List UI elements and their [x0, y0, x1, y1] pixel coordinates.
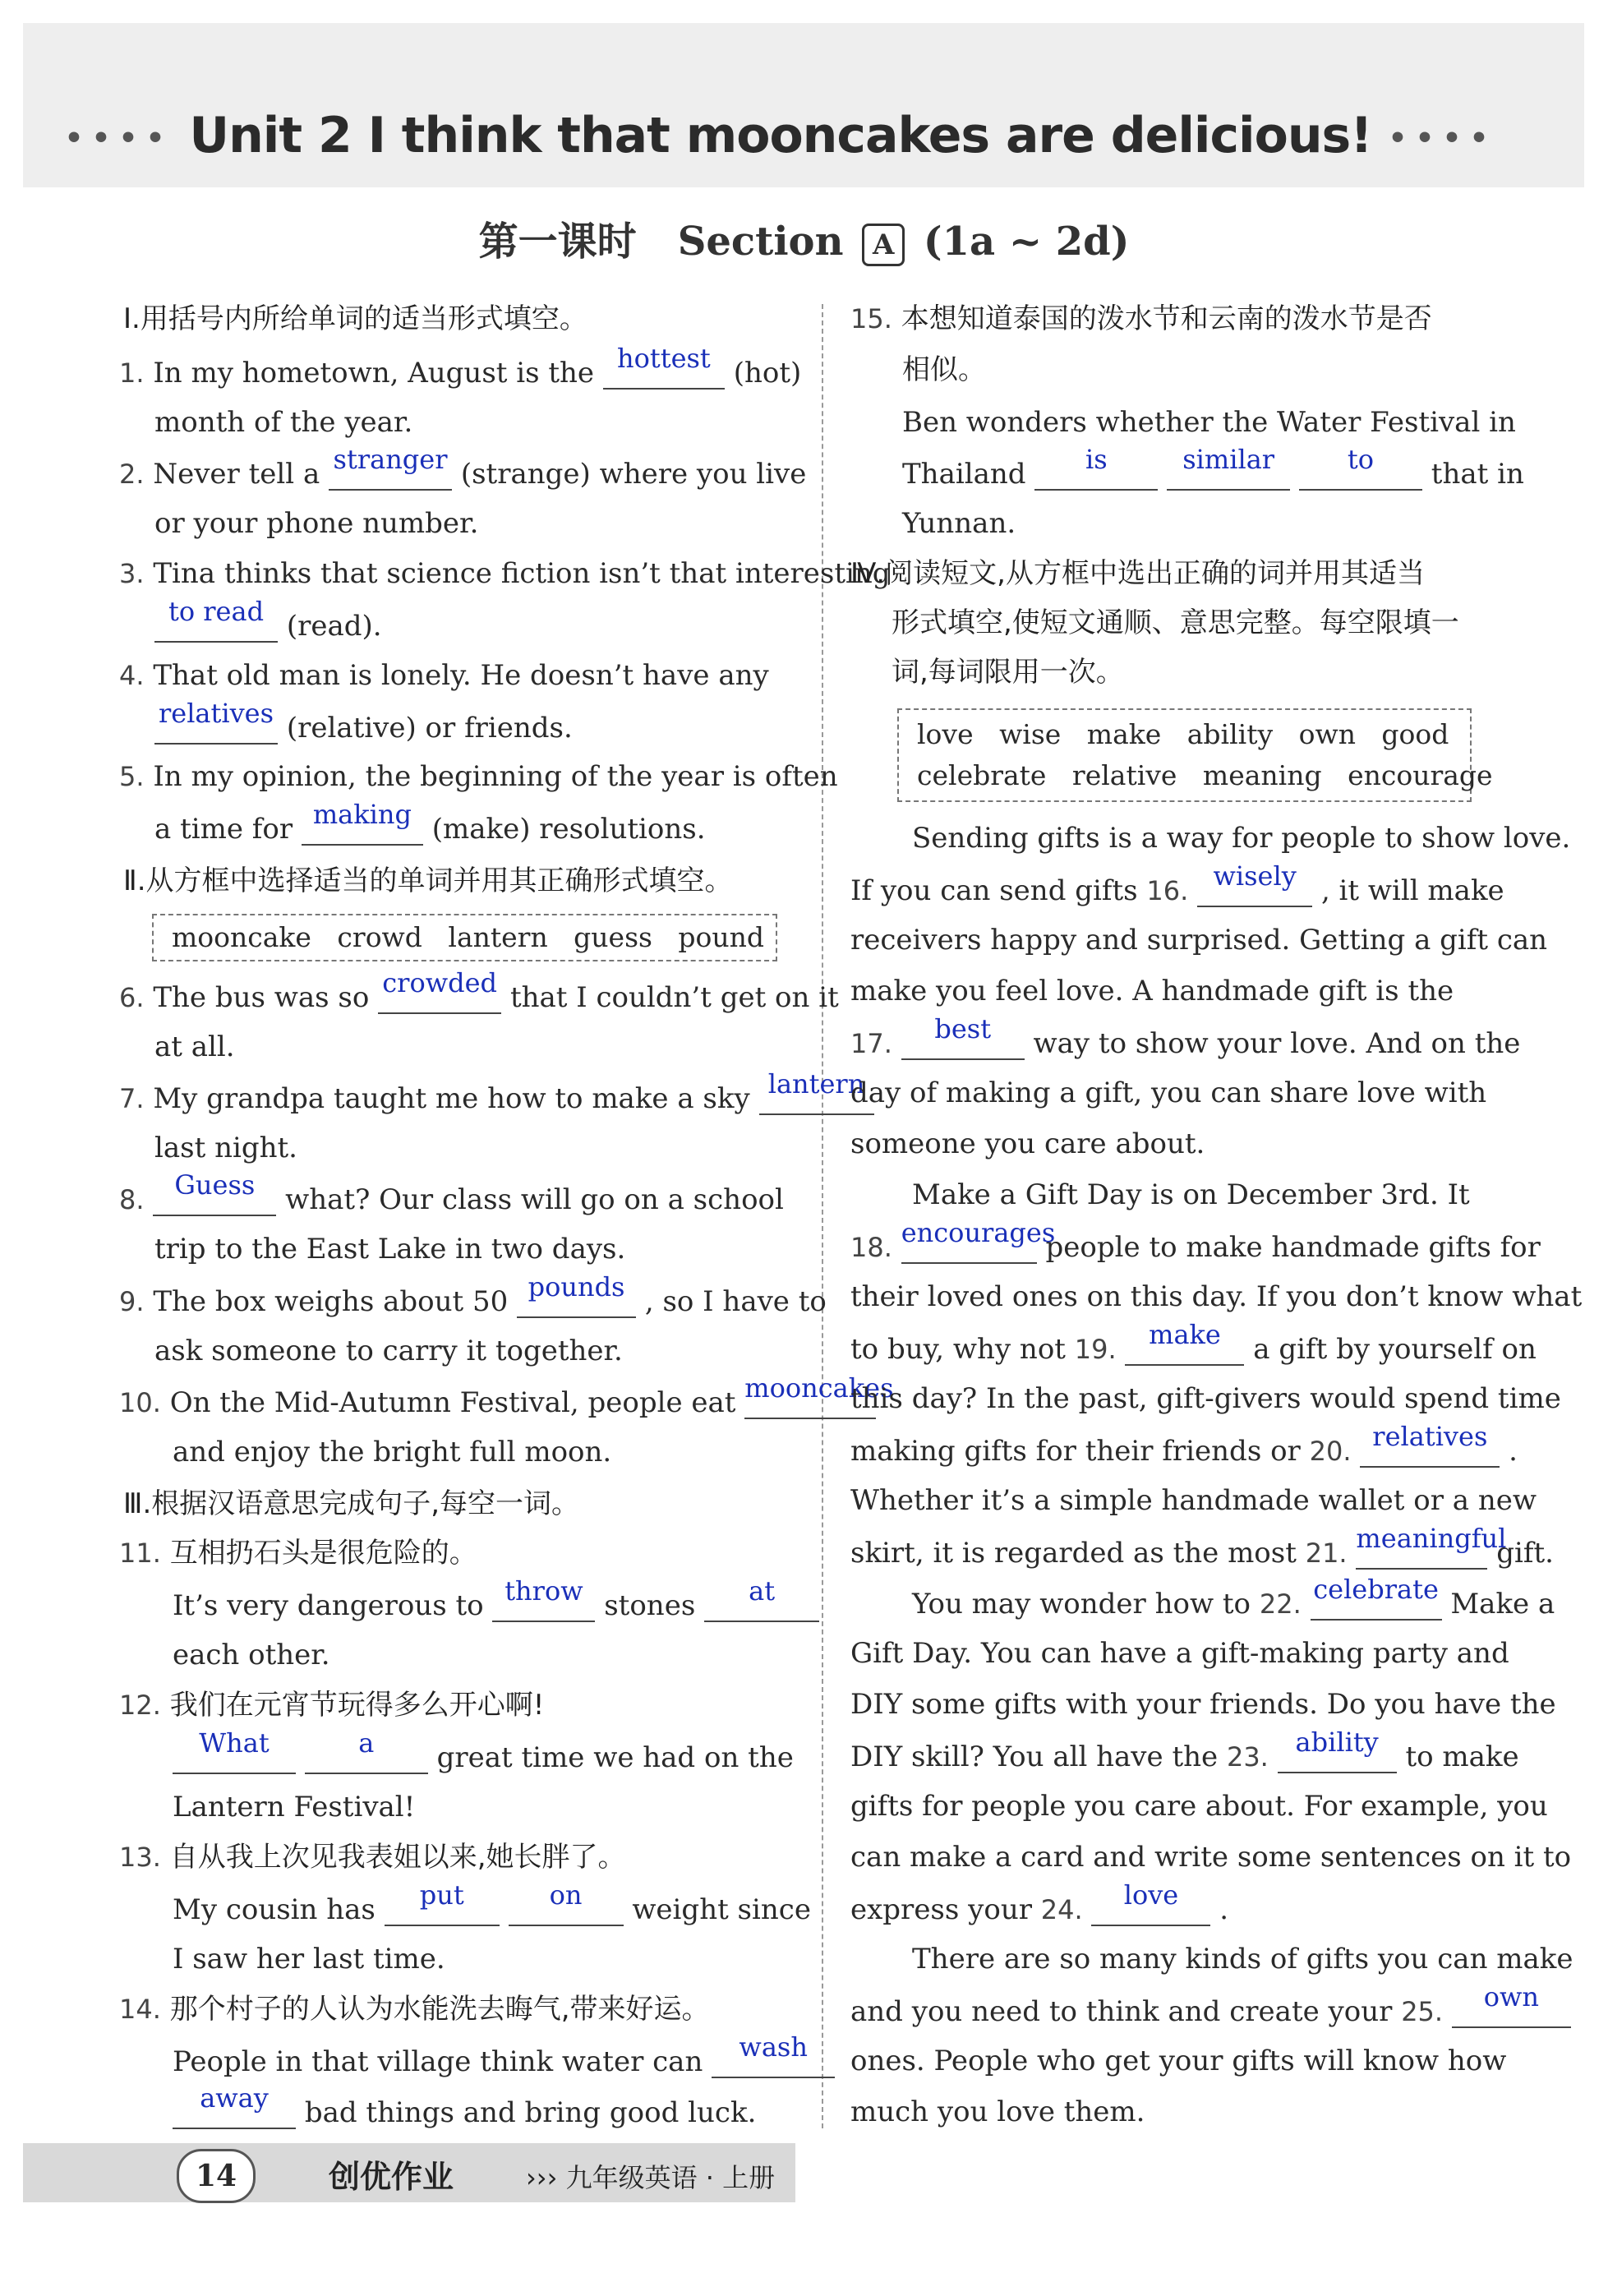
answer-blank-12a[interactable]: What: [173, 1740, 296, 1774]
answer-blank-16[interactable]: wisely: [1197, 873, 1312, 907]
passage-line-2: If you can send gifts 16. wisely , it will make: [850, 860, 1504, 907]
passage-line-3: receivers happy and surprised. Getting a gift can: [850, 924, 1548, 957]
question-2-cont: or your phone number.: [154, 507, 479, 540]
answer-blank-12b[interactable]: a: [305, 1740, 428, 1774]
part4-heading-2: 形式填空,使短文通顺、意思完整。每空限填一: [892, 606, 1459, 639]
question-15-cn: 15. 本想知道泰国的泼水节和云南的泼水节是否: [850, 302, 1432, 335]
arrows-icon: ›››: [526, 2162, 558, 2193]
question-15: Ben wonders whether the Water Festival in: [902, 406, 1516, 439]
question-15-blanks: Thailand is similar to that in: [902, 444, 1524, 491]
answer-blank-4[interactable]: relatives: [154, 710, 278, 745]
decor-dots-left: ••••: [64, 121, 173, 155]
question-2: 2. Never tell a stranger (strange) where you live: [119, 444, 807, 491]
word-box-4-row2: celebrate relative meaning encourage: [917, 759, 1493, 791]
passage-line-17: Gift Day. You can have a gift-making party and: [850, 1637, 1509, 1670]
passage-line-14: Whether it’s a simple handmade wallet or a new: [850, 1484, 1537, 1517]
question-11: It’s very dangerous to throw stones at: [173, 1588, 819, 1622]
passage-line-26: much you love them.: [850, 2095, 1145, 2128]
answer-blank-14b[interactable]: away: [173, 2095, 296, 2129]
passage-line-13: making gifts for their friends or 20. relatives .: [850, 1421, 1518, 1468]
answer-blank-14a[interactable]: wash: [712, 2044, 835, 2078]
question-7: 7. My grandpa taught me how to make a sky lantern: [119, 1081, 874, 1115]
question-5-cont: a time for making (make) resolutions.: [154, 799, 706, 846]
answer-blank-19[interactable]: make: [1125, 1331, 1244, 1366]
decor-dots-right: ••••: [1388, 121, 1497, 155]
passage-line-19: DIY skill? You all have the 23. ability to make: [850, 1727, 1519, 1773]
answer-blank-10[interactable]: mooncakes: [744, 1385, 876, 1419]
answer-blank-11b[interactable]: at: [704, 1588, 819, 1622]
answer-blank-20[interactable]: relatives: [1360, 1433, 1500, 1468]
passage-line-6: day of making a gift, you can share love with: [850, 1077, 1487, 1109]
question-3-cont: to read (read).: [154, 608, 382, 643]
question-1-cont: month of the year.: [154, 406, 413, 439]
question-13-cn: 13. 自从我上次见我表姐以来,她长胖了。: [119, 1841, 626, 1874]
answer-blank-24[interactable]: love: [1091, 1892, 1210, 1926]
part4-heading-1: Ⅳ.阅读短文,从方框中选出正确的词并用其适当: [850, 557, 1425, 590]
answer-blank-15c[interactable]: to: [1299, 456, 1422, 491]
page-number: 14: [177, 2149, 256, 2203]
part3-heading: Ⅲ.根据汉语意思完成句子,每空一词。: [123, 1487, 580, 1520]
passage-line-24: and you need to think and create your 25. own: [850, 1994, 1571, 2028]
question-12-cn: 12. 我们在元宵节玩得多么开心啊!: [119, 1689, 545, 1722]
section-letter-badge: A: [862, 224, 905, 266]
answer-blank-25[interactable]: own: [1452, 1994, 1571, 2028]
unit-title: •••• Unit 2 I think that mooncakes are delicious! ••••: [64, 107, 1497, 164]
question-7-cont: last night.: [154, 1132, 297, 1164]
question-9-cont: ask someone to carry it together.: [154, 1335, 623, 1367]
footer-grade: ››› 九年级英语 · 上册: [526, 2162, 776, 2193]
part2-heading: Ⅱ.从方框中选择适当的单词并用其正确形式填空。: [123, 864, 733, 897]
passage-line-9: 18. encourages people to make handmade gifts for: [850, 1217, 1541, 1264]
answer-blank-15b[interactable]: similar: [1167, 456, 1290, 491]
answer-blank-23[interactable]: ability: [1278, 1739, 1397, 1773]
question-8-cont: trip to the East Lake in two days.: [154, 1233, 626, 1266]
passage-line-23: There are so many kinds of gifts you can make: [912, 1943, 1573, 1976]
passage-line-15: skirt, it is regarded as the most 21. meaningful gift.: [850, 1523, 1554, 1570]
answer-blank-8[interactable]: Guess: [153, 1182, 276, 1216]
question-4: 4. That old man is lonely. He doesn’t have any: [119, 659, 769, 692]
question-14-cont: away bad things and bring good luck.: [173, 2095, 756, 2129]
question-12: What a great time we had on the: [173, 1740, 794, 1774]
question-13-cont: I saw her last time.: [173, 1943, 445, 1976]
question-15-cont: Yunnan.: [902, 507, 1016, 540]
answer-blank-21[interactable]: meaningful: [1356, 1535, 1487, 1570]
passage-line-20: gifts for people you care about. For example, you: [850, 1790, 1548, 1823]
question-8: 8. Guess what? Our class will go on a school: [119, 1169, 784, 1216]
question-1: 1. In my hometown, August is the hottest (hot): [119, 343, 802, 390]
answer-blank-9[interactable]: pounds: [517, 1284, 636, 1318]
question-3: 3. Tina thinks that science fiction isn’t that interesting: [119, 557, 891, 590]
passage-line-5: 17. best way to show your love. And on the: [850, 1013, 1521, 1060]
answer-blank-13a[interactable]: put: [385, 1892, 500, 1926]
question-5: 5. In my opinion, the beginning of the year is often: [119, 760, 838, 793]
passage-line-25: ones. People who get your gifts will know how: [850, 2045, 1507, 2077]
question-14: People in that village think water can wash: [173, 2044, 835, 2078]
question-10: 10. On the Mid-Autumn Festival, people eat mooncakes: [119, 1372, 894, 1419]
question-12-cont: Lantern Festival!: [173, 1791, 416, 1823]
lesson-subtitle: 第一课时 Section A (1a ~ 2d): [478, 219, 1130, 265]
passage-line-12: this day? In the past, gift-givers would spend time: [850, 1382, 1561, 1415]
passage-line-4: make you feel love. A handmade gift is the: [850, 975, 1454, 1007]
word-box-4: [897, 708, 1493, 802]
answer-blank-11a[interactable]: throw: [492, 1588, 595, 1622]
answer-blank-22[interactable]: celebrate: [1311, 1586, 1442, 1621]
word-box-2: mooncake crowd lantern guess pound: [152, 914, 777, 961]
answer-blank-6[interactable]: crowded: [378, 980, 501, 1014]
answer-blank-18[interactable]: encourages: [901, 1229, 1037, 1264]
passage-line-11: to buy, why not 19. make a gift by yourself on: [850, 1319, 1537, 1366]
part4-heading-3: 词,每词限用一次。: [892, 656, 1124, 689]
question-6: 6. The bus was so crowded that I couldn’t get on it: [119, 967, 839, 1014]
passage-line-22: express your 24. love .: [850, 1879, 1229, 1926]
answer-blank-13b[interactable]: on: [509, 1892, 624, 1926]
answer-blank-2[interactable]: stranger: [329, 456, 452, 491]
question-15-cn-cont: 相似。: [902, 353, 986, 386]
question-10-cont: and enjoy the bright full moon.: [173, 1436, 612, 1468]
part1-heading: Ⅰ.用括号内所给单词的适当形式填空。: [123, 302, 587, 335]
question-11-cn: 11. 互相扔石头是很危险的。: [119, 1537, 477, 1570]
passage-line-8: Make a Gift Day is on December 3rd. It: [912, 1178, 1470, 1211]
question-11-cont: each other.: [173, 1639, 330, 1671]
passage-line-21: can make a card and write some sentences on it to: [850, 1841, 1572, 1874]
answer-blank-1[interactable]: hottest: [603, 355, 725, 390]
question-4-cont: relatives (relative) or friends.: [154, 710, 573, 745]
passage-line-7: someone you care about.: [850, 1127, 1205, 1160]
answer-blank-3[interactable]: to read: [154, 608, 278, 643]
passage-line-16: You may wonder how to 22. celebrate Make a: [912, 1574, 1555, 1621]
answer-blank-15a[interactable]: is: [1034, 456, 1158, 491]
passage-line-1: Sending gifts is a way for people to show love.: [912, 822, 1571, 855]
question-13: My cousin has put on weight since: [173, 1879, 811, 1926]
passage-line-10: their loved ones on this day. If you don’t know what: [850, 1280, 1583, 1313]
question-9: 9. The box weighs about 50 pounds , so I have to: [119, 1271, 827, 1318]
answer-blank-5[interactable]: making: [302, 811, 423, 846]
answer-blank-7[interactable]: lantern: [759, 1081, 874, 1115]
question-6-cont: at all.: [154, 1030, 235, 1063]
word-box-4-row1: love wise make ability own good: [917, 718, 1449, 750]
question-14-cn: 14. 那个村子的人认为水能洗去晦气,带来好运。: [119, 1993, 710, 2026]
answer-blank-17[interactable]: best: [901, 1026, 1025, 1060]
footer-brand: 创优作业: [329, 2159, 454, 2195]
passage-line-18: DIY some gifts with your friends. Do you have the: [850, 1688, 1556, 1721]
